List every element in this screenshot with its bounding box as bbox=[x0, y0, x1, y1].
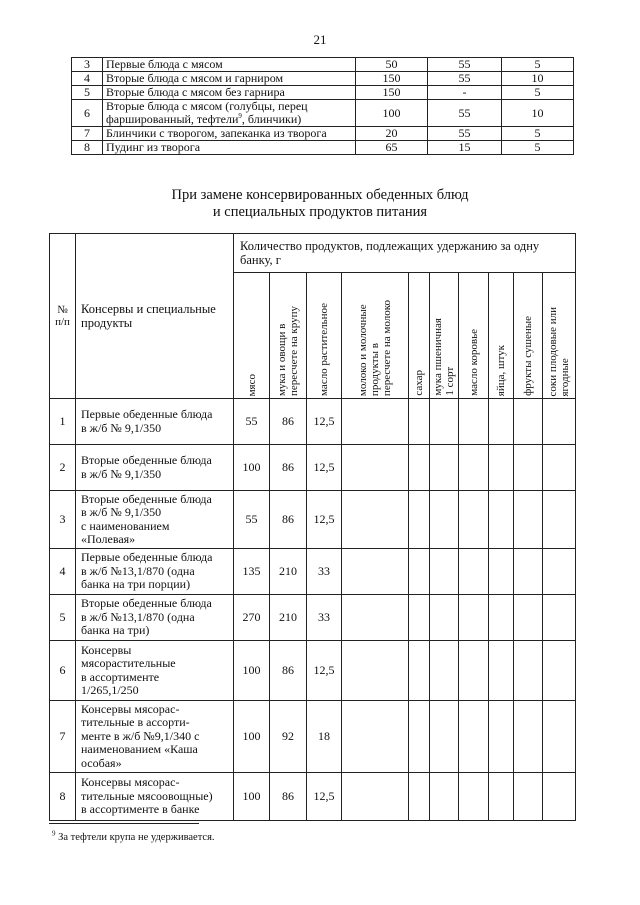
value-cell: 86 bbox=[270, 399, 307, 445]
column-header-wrap bbox=[234, 273, 269, 398]
empty-cell bbox=[489, 641, 514, 701]
value-cell: 50 bbox=[356, 58, 428, 72]
dish-name: Вторые блюда с мясом и гарниром bbox=[103, 72, 356, 86]
empty-cell bbox=[514, 641, 543, 701]
empty-cell bbox=[514, 445, 543, 491]
value-cell: 15 bbox=[428, 141, 502, 155]
row-number: 8 bbox=[72, 141, 103, 155]
empty-cell bbox=[514, 773, 543, 821]
column-header-label: яйца, штук bbox=[495, 344, 507, 396]
column-header-label: масло коровье bbox=[467, 329, 480, 396]
row-number: 6 bbox=[72, 100, 103, 127]
value-cell: 55 bbox=[428, 72, 502, 86]
top-table-row bbox=[72, 100, 574, 127]
row-number: 2 bbox=[50, 445, 76, 491]
value-cell: 270 bbox=[234, 595, 270, 641]
column-header bbox=[489, 273, 514, 399]
empty-cell bbox=[430, 641, 459, 701]
top-norms-table bbox=[71, 57, 574, 155]
empty-cell bbox=[543, 549, 576, 595]
empty-cell bbox=[489, 773, 514, 821]
value-cell: 33 bbox=[307, 549, 342, 595]
column-header-wrap bbox=[307, 273, 341, 398]
empty-cell bbox=[489, 445, 514, 491]
value-cell: 55 bbox=[428, 100, 502, 127]
column-header bbox=[307, 273, 342, 399]
footnote bbox=[52, 829, 215, 843]
table-row bbox=[50, 641, 576, 701]
column-header-wrap bbox=[342, 273, 408, 398]
column-header-wrap bbox=[543, 273, 575, 398]
product-name: Вторые обеденные блюда в ж/б №13,1/870 (одна банка на три) bbox=[76, 595, 234, 641]
footnote-text: За тефтели крупа не удерживается. bbox=[55, 832, 215, 843]
value-cell: 12,5 bbox=[307, 445, 342, 491]
column-header-wrap bbox=[459, 273, 488, 398]
empty-cell bbox=[342, 549, 409, 595]
empty-cell bbox=[409, 549, 430, 595]
column-header-wrap bbox=[489, 273, 513, 398]
empty-cell bbox=[342, 445, 409, 491]
value-cell: 86 bbox=[270, 491, 307, 549]
row-number: 3 bbox=[50, 491, 76, 549]
empty-cell bbox=[342, 399, 409, 445]
page-number: 21 bbox=[313, 32, 327, 47]
empty-cell bbox=[342, 595, 409, 641]
dish-name-text: фаршированный, тефтели bbox=[106, 112, 239, 126]
product-name: Консервы мясорас- тительные мясоовощные) в ассортименте в банке bbox=[76, 773, 234, 821]
top-table-row bbox=[72, 141, 574, 155]
top-table-row bbox=[72, 58, 574, 72]
canned-food-table bbox=[49, 233, 576, 821]
dish-name: Первые блюда с мясом bbox=[103, 58, 356, 72]
empty-cell bbox=[409, 701, 430, 773]
header-name: Консервы и специальные продукты bbox=[76, 234, 234, 399]
empty-cell bbox=[430, 549, 459, 595]
table-row bbox=[50, 445, 576, 491]
column-header-label: мясо bbox=[245, 373, 258, 396]
column-header bbox=[409, 273, 430, 399]
empty-cell bbox=[543, 773, 576, 821]
column-header bbox=[514, 273, 543, 399]
empty-cell bbox=[342, 773, 409, 821]
table-row bbox=[50, 549, 576, 595]
row-number: 5 bbox=[50, 595, 76, 641]
row-number: 7 bbox=[72, 127, 103, 141]
column-header-label: масло растительное bbox=[318, 303, 330, 396]
empty-cell bbox=[543, 445, 576, 491]
empty-cell bbox=[459, 445, 489, 491]
header-num: № п/п bbox=[50, 234, 76, 399]
empty-cell bbox=[409, 399, 430, 445]
empty-cell bbox=[543, 641, 576, 701]
column-header-wrap bbox=[430, 273, 458, 398]
empty-cell bbox=[489, 491, 514, 549]
empty-cell bbox=[409, 445, 430, 491]
empty-cell bbox=[342, 491, 409, 549]
row-number: 4 bbox=[50, 549, 76, 595]
dish-name: Вторые блюда с мясом без гарнира bbox=[103, 86, 356, 100]
footnote-rule bbox=[49, 823, 199, 824]
row-number: 1 bbox=[50, 399, 76, 445]
product-name: Первые обеденные блюда в ж/б № 9,1/350 bbox=[76, 399, 234, 445]
row-number: 5 bbox=[72, 86, 103, 100]
value-cell: 210 bbox=[270, 595, 307, 641]
value-cell: 10 bbox=[502, 72, 574, 86]
empty-cell bbox=[342, 701, 409, 773]
row-number: 4 bbox=[72, 72, 103, 86]
footnote-reference: 9 bbox=[238, 112, 242, 120]
product-name: Консервы мясорас- тительные в ассорти- менте в ж/б №9,1/340 с наименованием «Каша особая» bbox=[76, 701, 234, 773]
row-number: 3 bbox=[72, 58, 103, 72]
value-cell: 12,5 bbox=[307, 491, 342, 549]
empty-cell bbox=[409, 491, 430, 549]
header-row-1 bbox=[50, 234, 576, 273]
column-header-label: сахар bbox=[413, 370, 425, 396]
empty-cell bbox=[430, 445, 459, 491]
value-cell: 55 bbox=[428, 58, 502, 72]
empty-cell bbox=[409, 595, 430, 641]
empty-cell bbox=[459, 491, 489, 549]
value-cell: 12,5 bbox=[307, 399, 342, 445]
value-cell: 100 bbox=[234, 641, 270, 701]
value-cell: 12,5 bbox=[307, 641, 342, 701]
value-cell: 10 bbox=[502, 100, 574, 127]
empty-cell bbox=[409, 641, 430, 701]
dish-name: Пудинг из творога bbox=[103, 141, 356, 155]
value-cell: 210 bbox=[270, 549, 307, 595]
column-header bbox=[234, 273, 270, 399]
value-cell: - bbox=[428, 86, 502, 100]
dish-name: Блинчики с творогом, запеканка из творога bbox=[103, 127, 356, 141]
value-cell: 86 bbox=[270, 445, 307, 491]
dish-name-text: , блинчики) bbox=[241, 112, 302, 126]
dish-name bbox=[103, 100, 356, 127]
empty-cell bbox=[430, 595, 459, 641]
value-cell: 65 bbox=[356, 141, 428, 155]
value-cell: 18 bbox=[307, 701, 342, 773]
value-cell: 5 bbox=[502, 141, 574, 155]
empty-cell bbox=[430, 399, 459, 445]
value-cell: 33 bbox=[307, 595, 342, 641]
value-cell: 5 bbox=[502, 58, 574, 72]
column-header-wrap bbox=[514, 273, 542, 398]
top-table-row bbox=[72, 72, 574, 86]
header-quantity: Количество продуктов, подлежащих удержанию за одну банку, г bbox=[234, 234, 576, 273]
section-title-line1: При замене консервированных обеденных блюд bbox=[171, 187, 469, 203]
column-header bbox=[430, 273, 459, 399]
value-cell: 5 bbox=[502, 127, 574, 141]
table-row bbox=[50, 701, 576, 773]
value-cell: 92 bbox=[270, 701, 307, 773]
value-cell: 100 bbox=[234, 445, 270, 491]
value-cell: 100 bbox=[234, 701, 270, 773]
empty-cell bbox=[430, 773, 459, 821]
table-row bbox=[50, 595, 576, 641]
top-table-row bbox=[72, 86, 574, 100]
column-header-label: мука пшеничная 1 сорт bbox=[432, 318, 456, 396]
product-name: Первые обеденные блюда в ж/б №13,1/870 (одна банка на три порции) bbox=[76, 549, 234, 595]
value-cell: 86 bbox=[270, 773, 307, 821]
empty-cell bbox=[430, 701, 459, 773]
empty-cell bbox=[514, 549, 543, 595]
empty-cell bbox=[489, 399, 514, 445]
value-cell: 12,5 bbox=[307, 773, 342, 821]
table-row bbox=[50, 491, 576, 549]
column-header-label: молоко и молочные продукты в пересчете на молоко bbox=[357, 299, 393, 396]
product-name: Консервы мясорастительные в ассортименте 1/265,1/250 bbox=[76, 641, 234, 701]
empty-cell bbox=[514, 399, 543, 445]
empty-cell bbox=[514, 595, 543, 641]
column-header bbox=[543, 273, 576, 399]
empty-cell bbox=[543, 399, 576, 445]
column-header bbox=[459, 273, 489, 399]
empty-cell bbox=[459, 701, 489, 773]
value-cell: 135 bbox=[234, 549, 270, 595]
empty-cell bbox=[459, 549, 489, 595]
empty-cell bbox=[543, 595, 576, 641]
column-header-wrap bbox=[270, 273, 306, 398]
column-header-label: мука и овощи в пересчете на крупу bbox=[276, 305, 300, 396]
empty-cell bbox=[489, 549, 514, 595]
column-header bbox=[342, 273, 409, 399]
column-header-label: соки плодовые или ягодные bbox=[547, 306, 572, 396]
table-row bbox=[50, 773, 576, 821]
row-number: 8 bbox=[50, 773, 76, 821]
column-header-label: фрукты сушеные bbox=[522, 316, 534, 396]
empty-cell bbox=[409, 773, 430, 821]
value-cell: 100 bbox=[356, 100, 428, 127]
empty-cell bbox=[543, 491, 576, 549]
empty-cell bbox=[459, 595, 489, 641]
empty-cell bbox=[459, 399, 489, 445]
product-name: Вторые обеденные блюда в ж/б № 9,1/350 bbox=[76, 445, 234, 491]
section-title bbox=[0, 187, 640, 221]
section-title-line2: и специальных продуктов питания bbox=[212, 204, 428, 220]
value-cell: 100 bbox=[234, 773, 270, 821]
empty-cell bbox=[489, 595, 514, 641]
value-cell: 150 bbox=[356, 86, 428, 100]
row-number: 7 bbox=[50, 701, 76, 773]
column-header bbox=[270, 273, 307, 399]
empty-cell bbox=[514, 491, 543, 549]
value-cell: 55 bbox=[234, 491, 270, 549]
footnote-mark: 9 bbox=[52, 829, 56, 838]
value-cell: 20 bbox=[356, 127, 428, 141]
dish-name-line2 bbox=[106, 113, 355, 126]
product-name: Вторые обеденные блюда в ж/б № 9,1/350 с наименованием «Полевая» bbox=[76, 491, 234, 549]
value-cell: 55 bbox=[428, 127, 502, 141]
table-row bbox=[50, 399, 576, 445]
empty-cell bbox=[514, 701, 543, 773]
value-cell: 150 bbox=[356, 72, 428, 86]
empty-cell bbox=[459, 641, 489, 701]
empty-cell bbox=[342, 641, 409, 701]
value-cell: 86 bbox=[270, 641, 307, 701]
dish-name-line1: Вторые блюда с мясом (голубцы, перец bbox=[106, 99, 308, 113]
value-cell: 55 bbox=[234, 399, 270, 445]
top-table-row bbox=[72, 127, 574, 141]
empty-cell bbox=[543, 701, 576, 773]
empty-cell bbox=[459, 773, 489, 821]
empty-cell bbox=[489, 701, 514, 773]
row-number: 6 bbox=[50, 641, 76, 701]
value-cell: 5 bbox=[502, 86, 574, 100]
column-header-wrap bbox=[409, 273, 429, 398]
empty-cell bbox=[430, 491, 459, 549]
